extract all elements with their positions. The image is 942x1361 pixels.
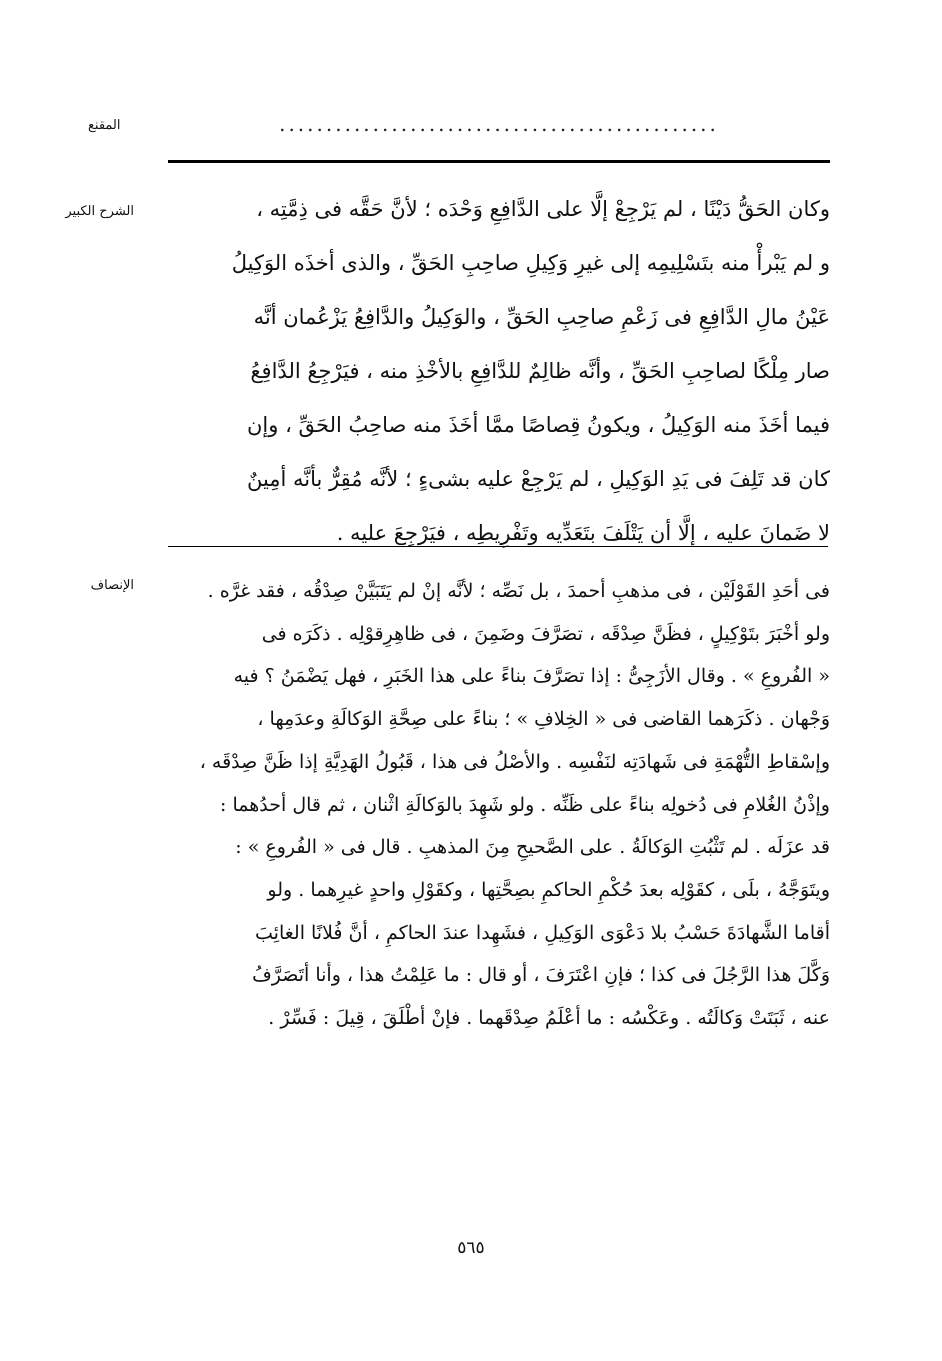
insaf-line: قد عزَلَه . لم تَثْبُتِ الوَكالَةُ . على الصَّحيحِ مِنَ المذهبِ . قال فى « الفُروعِ » : (235, 836, 830, 859)
running-header-title: المقنع (88, 118, 121, 133)
sharh-line: و لم يَبْرأْ منه بتَسْلِيمِه إلى غيرِ وَكِيلِ صاحِبِ الحَقِّ ، والذى أخذَه الوَكِيلُ (231, 251, 830, 275)
insaf-line: وإسْقاطِ التُّهْمَةِ فى شَهادَتِه لنَفْسِه . والأصْلُ فى هذا ، قَبُولُ الهَدِيَّةِ إذا ظَنَّ صِدْقَه ، (199, 750, 830, 773)
sharh-text-block (150, 182, 830, 560)
insaf-line: عنه ، ثَبَتَتْ وَكالَتُه . وعَكْسُه : ما أعْلَمُ صِدْقَهما . فإنْ أطْلَقَ ، قِيلَ : فَسِّرْ . (268, 1007, 830, 1030)
insaf-line: ولو أخْبَرَ بتَوْكِيلٍ ، فظَنَّ صِدْقَه ، تصَرَّفَ وضَمِنَ ، فى ظاهِرِقوْلِه . ذكَرَه فى (261, 622, 830, 645)
sharh-line: فيما أخَذَ منه الوَكِيلُ ، ويكونُ قِصاصًا ممَّا أخَذَ منه صاحِبُ الحَقِّ ، وإن (247, 413, 830, 437)
insaf-text-block (150, 570, 830, 1040)
sharh-line: لا ضَمانَ عليه ، إلَّا أن يَتْلَفَ بتَعَدِّيه وتَفْرِيطِه ، فيَرْجِعَ عليه . (336, 521, 830, 545)
sharh-line: وكان الحَقُّ دَيْنًا ، لم يَرْجِعْ إلَّا على الدَّافِعِ وَحْدَه ؛ لأنَّ حَقَّه فى ذِمَّتِه ، (256, 197, 830, 221)
section-label-sharh: الشرح الكبير (65, 204, 134, 219)
sharh-line: صار مِلْكًا لصاحِبِ الحَقِّ ، وأنَّه ظالِمٌ للدَّافِعِ بالأخْذِ منه ، فيَرْجِعُ الدَّافِعُ (250, 359, 830, 383)
insaf-line: ويتَوَجَّهُ ، بلَى ، كقَوْلِه بعدَ حُكْمِ الحاكمِ بصِحَّتِها ، وكقَوْلِ واحدٍ غيرِهما . ولو (267, 878, 830, 901)
sharh-line: كان قد تَلِفَ فى يَدِ الوَكِيلِ ، لم يَرْجِعْ عليه بشىءٍ ؛ لأنَّه مُقِرٌّ بأنَّه أمِينٌ (246, 467, 830, 491)
section-label-insaf: الإنصاف (90, 578, 134, 593)
section-divider (168, 546, 828, 547)
sharh-line: عَيْنُ مالِ الدَّافِعِ فى زَعْمِ صاحِبِ الحَقِّ ، والوَكِيلُ والدَّافِعُ يَزْعُمان أنَّه (253, 305, 830, 329)
header-rule (168, 160, 830, 163)
insaf-line: أقاما الشَّهادَةَ حَسْبُ بلا دَعْوَى الوَكِيلِ ، فشَهِدا عندَ الحاكمِ ، أنَّ فُلانًا الغائِبَ (255, 921, 830, 944)
insaf-line: فى أحَدِ القَوْلَيْن ، فى مذهبِ أحمدَ ، بل نَصِّه ؛ لأنَّه إنْ لم يَتَبَيَّنْ صِدْقُه ، فقد غرَّه . (207, 580, 830, 602)
insaf-line: « الفُروعِ » . وقال الأزَجِىُّ : إذا تصَرَّفَ بناءً على هذا الخَبَرِ ، فهل يَضْمَنُ ؟ فيه (233, 665, 830, 688)
insaf-line: وَجْهان . ذكَرَهما القاضى فى « الخِلافِ » ؛ بناءً على صِحَّةِ الوَكالَةِ وعدَمِها ، (257, 708, 830, 731)
insaf-line: وَكَّلَ هذا الرَّجُلَ فى كذا ؛ فإنِ اعْتَرَفَ ، أو قال : ما عَلِمْتُ هذا ، وأنا أتَصَرَّفُ (252, 964, 830, 987)
insaf-line: وإذْنُ الغُلامِ فى دُخولِه بناءً على ظَنِّه . ولو شَهِدَ بالوَكالَةِ اثْنان ، ثم قال أحدُهما : (220, 793, 830, 816)
page-number: ٥٦٥ (457, 1238, 485, 1258)
header-dotted-leader: ............................................... (279, 112, 719, 136)
